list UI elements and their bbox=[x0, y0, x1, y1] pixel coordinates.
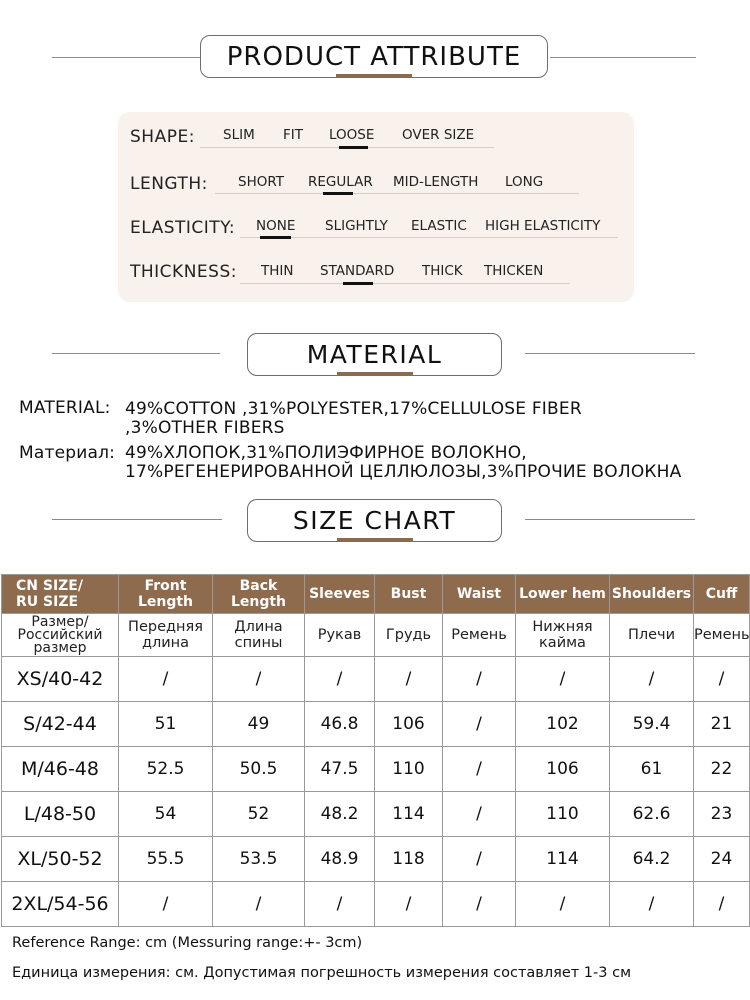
size-label-cell: XS/40-42 bbox=[2, 657, 119, 702]
table-cell: 106 bbox=[375, 702, 443, 747]
table-cell: Ремень bbox=[443, 614, 516, 657]
table-cell: 110 bbox=[375, 747, 443, 792]
table-cell: Lower hem bbox=[516, 575, 610, 614]
table-cell: Рукав bbox=[305, 614, 375, 657]
table-cell: / bbox=[375, 882, 443, 927]
table-cell: Плечи bbox=[610, 614, 694, 657]
attr-line bbox=[240, 237, 618, 238]
size-label-cell: M/46-48 bbox=[2, 747, 119, 792]
attr-option: HIGH ELASTICITY bbox=[485, 218, 601, 234]
table-cell: 114 bbox=[375, 792, 443, 837]
title-underline bbox=[337, 372, 413, 376]
table-cell: Shoulders bbox=[610, 575, 694, 614]
table-cell: / bbox=[610, 882, 694, 927]
divider-right bbox=[550, 57, 696, 58]
attr-label-length: LENGTH: bbox=[130, 174, 208, 194]
attr-line bbox=[215, 193, 579, 194]
title-underline bbox=[336, 74, 412, 78]
attr-option: THIN bbox=[261, 263, 294, 279]
size-label-cell: L/48-50 bbox=[2, 792, 119, 837]
attr-option: FIT bbox=[283, 127, 303, 143]
table-cell: Грудь bbox=[375, 614, 443, 657]
material-ru-line2: 17%РЕГЕНЕРИРОВАННОЙ ЦЕЛЛЮЛОЗЫ,3%ПРОЧИЕ ВОЛОКНА bbox=[125, 462, 682, 482]
attr-option: MID-LENGTH bbox=[393, 174, 479, 190]
table-cell: 49 bbox=[213, 702, 305, 747]
table-cell: 52 bbox=[213, 792, 305, 837]
size-label-cell: 2XL/54-56 bbox=[2, 882, 119, 927]
table-cell: / bbox=[213, 882, 305, 927]
title-underline bbox=[337, 538, 413, 542]
table-cell: Bust bbox=[375, 575, 443, 614]
attr-option: SLIM bbox=[223, 127, 255, 143]
table-cell: Front Length bbox=[119, 575, 213, 614]
table-cell: 110 bbox=[516, 792, 610, 837]
table-cell: 102 bbox=[516, 702, 610, 747]
table-cell: Ремень bbox=[694, 614, 750, 657]
table-row bbox=[2, 657, 750, 702]
table-cell: Sleeves bbox=[305, 575, 375, 614]
table-cell: 48.9 bbox=[305, 837, 375, 882]
table-cell: / bbox=[694, 882, 750, 927]
table-cell: / bbox=[443, 657, 516, 702]
table-cell: 54 bbox=[119, 792, 213, 837]
table-cell: 118 bbox=[375, 837, 443, 882]
reference-range-note: Reference Range: cm (Messuring range:+- 3cm) bbox=[12, 935, 363, 951]
size-label-cell: Размер/ Российский размер bbox=[2, 614, 119, 657]
table-cell: 51 bbox=[119, 702, 213, 747]
table-cell: 55.5 bbox=[119, 837, 213, 882]
attr-label-shape: SHAPE: bbox=[130, 127, 195, 147]
attr-option-selected: STANDARD bbox=[320, 263, 395, 279]
attr-option-selected: LOOSE bbox=[329, 127, 375, 143]
table-header-en bbox=[2, 575, 750, 614]
table-cell: 59.4 bbox=[610, 702, 694, 747]
table-cell: 46.8 bbox=[305, 702, 375, 747]
unit-note-ru: Единица измерения: см. Допустимая погрешность измерения составляет 1-3 см bbox=[12, 965, 632, 981]
attr-option: LONG bbox=[505, 174, 544, 190]
table-cell: 23 bbox=[694, 792, 750, 837]
material-en-label: MATERIAL: bbox=[19, 398, 111, 418]
table-cell: Передняя длина bbox=[119, 614, 213, 657]
selected-mark bbox=[260, 236, 291, 239]
table-cell: / bbox=[516, 882, 610, 927]
selected-mark bbox=[323, 192, 353, 195]
table-cell: / bbox=[119, 882, 213, 927]
attr-option: OVER SIZE bbox=[402, 127, 475, 143]
table-cell: / bbox=[443, 792, 516, 837]
table-cell: Длина спины bbox=[213, 614, 305, 657]
table-cell: / bbox=[305, 657, 375, 702]
table-cell: 106 bbox=[516, 747, 610, 792]
material-ru-label: Материал: bbox=[19, 443, 116, 463]
table-cell: 52.5 bbox=[119, 747, 213, 792]
table-cell: / bbox=[694, 657, 750, 702]
size-chart-title: SIZE CHART bbox=[247, 499, 502, 542]
table-cell: / bbox=[443, 837, 516, 882]
attr-option-selected: NONE bbox=[256, 218, 296, 234]
selected-mark bbox=[339, 146, 368, 149]
table-cell: 47.5 bbox=[305, 747, 375, 792]
material-en-line2: ,3%OTHER FIBERS bbox=[125, 418, 285, 438]
table-cell: 61 bbox=[610, 747, 694, 792]
selected-mark bbox=[343, 282, 373, 285]
attr-option: ELASTIC bbox=[411, 218, 467, 234]
table-cell: / bbox=[119, 657, 213, 702]
size-label-cell: CN SIZE/ RU SIZE bbox=[2, 575, 119, 614]
table-cell: / bbox=[305, 882, 375, 927]
divider-left bbox=[52, 57, 200, 58]
table-header-ru bbox=[2, 614, 750, 657]
attr-option: THICK bbox=[422, 263, 463, 279]
table-row bbox=[2, 792, 750, 837]
table-row bbox=[2, 702, 750, 747]
attr-option: SLIGHTLY bbox=[325, 218, 388, 234]
table-row bbox=[2, 882, 750, 927]
table-cell: 50.5 bbox=[213, 747, 305, 792]
material-title: MATERIAL bbox=[247, 333, 502, 376]
table-row bbox=[2, 837, 750, 882]
table-cell: 62.6 bbox=[610, 792, 694, 837]
table-cell: / bbox=[516, 657, 610, 702]
table-cell: Back Length bbox=[213, 575, 305, 614]
table-cell: 24 bbox=[694, 837, 750, 882]
table-cell: Нижняя кайма bbox=[516, 614, 610, 657]
table-cell: / bbox=[610, 657, 694, 702]
divider-left bbox=[52, 519, 222, 520]
table-cell: / bbox=[375, 657, 443, 702]
attr-option: THICKEN bbox=[484, 263, 544, 279]
attr-option: SHORT bbox=[238, 174, 284, 190]
attr-label-thickness: THICKNESS: bbox=[130, 262, 237, 282]
divider-right bbox=[525, 353, 695, 354]
attr-option-selected: REGULAR bbox=[308, 174, 373, 190]
divider-left bbox=[52, 353, 220, 354]
divider-right bbox=[525, 519, 695, 520]
attr-line bbox=[240, 283, 570, 284]
table-cell: 64.2 bbox=[610, 837, 694, 882]
size-chart-table bbox=[1, 574, 750, 927]
table-cell: 48.2 bbox=[305, 792, 375, 837]
table-cell: / bbox=[443, 882, 516, 927]
size-label-cell: XL/50-52 bbox=[2, 837, 119, 882]
table-cell: 53.5 bbox=[213, 837, 305, 882]
table-cell: 22 bbox=[694, 747, 750, 792]
size-label-cell: S/42-44 bbox=[2, 702, 119, 747]
table-cell: / bbox=[443, 702, 516, 747]
table-cell: 21 bbox=[694, 702, 750, 747]
material-en-line1: 49%COTTON ,31%POLYESTER,17%CELLULOSE FIBER bbox=[125, 399, 582, 419]
product-attribute-title: PRODUCT ATTRIBUTE bbox=[200, 35, 548, 78]
attr-label-elasticity: ELASTICITY: bbox=[130, 218, 236, 238]
table-row bbox=[2, 747, 750, 792]
material-ru-line1: 49%ХЛОПОК,31%ПОЛИЭФИРНОЕ ВОЛОКНО, bbox=[125, 443, 527, 463]
table-cell: / bbox=[213, 657, 305, 702]
table-cell: / bbox=[443, 747, 516, 792]
table-cell: Waist bbox=[443, 575, 516, 614]
table-cell: 114 bbox=[516, 837, 610, 882]
table-cell: Cuff bbox=[694, 575, 750, 614]
